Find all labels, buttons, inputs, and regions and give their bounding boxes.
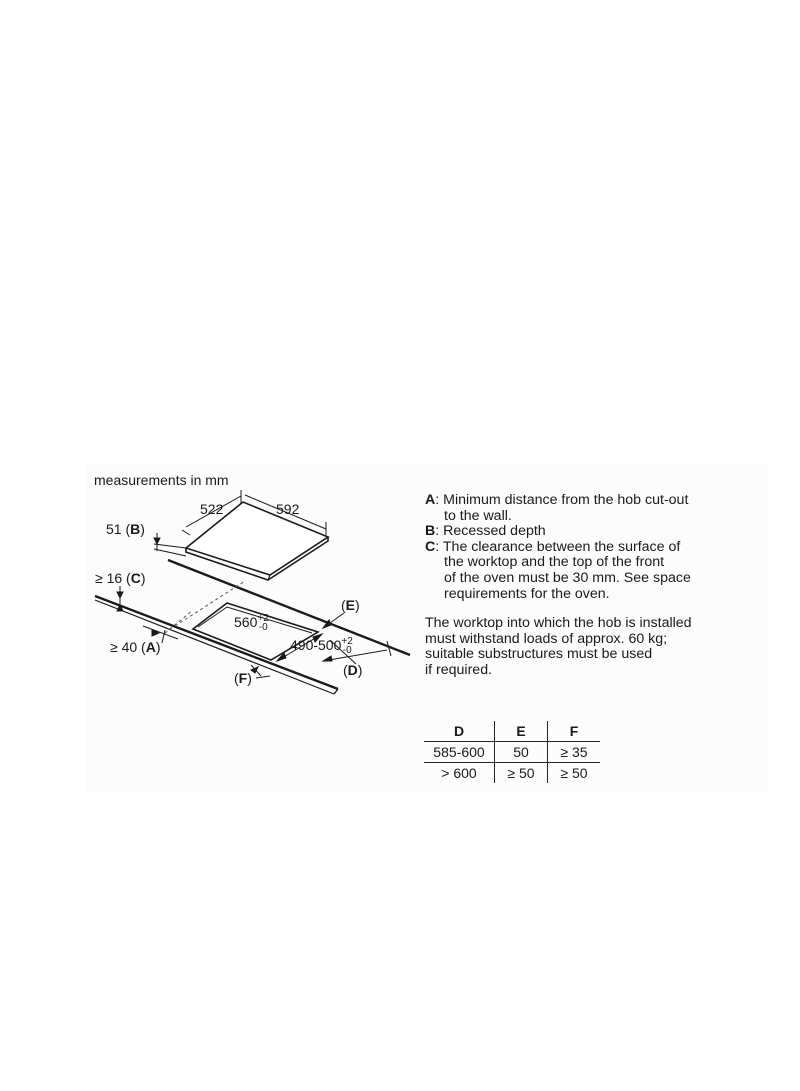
table-cell: ≥ 50	[560, 765, 588, 781]
note-line-4: if required.	[425, 661, 493, 678]
cutout-width-label: $560^{+2}$ -0	[234, 613, 269, 633]
legend-text-a-1: Minimum distance from the hob cut-out	[443, 492, 689, 508]
legend-key-a: A	[425, 492, 436, 508]
table-cell: 50	[495, 742, 548, 763]
note-line-1: The worktop into which the hob is installed	[425, 615, 692, 631]
table-row	[424, 763, 600, 784]
col-header-e: E	[495, 721, 548, 742]
dim-b-marker	[154, 533, 186, 556]
dim-b-label: 51 (B)	[106, 521, 145, 537]
worktop-side-edge	[334, 689, 338, 694]
table-header-row	[424, 721, 600, 742]
dim-f-marker	[251, 665, 270, 678]
load-note	[425, 616, 765, 678]
legend-text-c-3: of the oven must be 30 mm. See space	[444, 569, 691, 586]
legend-text-c-4: requirements for the oven.	[444, 585, 610, 602]
dim-f-label: (F)	[234, 670, 252, 686]
legend-item-c: C: The clearance between the surface of the worktop and the top of the front of the oven must be 30 mm. See space requirements for the oven.	[425, 540, 765, 602]
table-cell: 585-600	[424, 742, 495, 763]
col-header-d: D	[424, 721, 495, 742]
table-cell: ≥ 50	[495, 763, 548, 784]
legend	[425, 493, 765, 602]
table-row	[424, 742, 600, 763]
units-note: measurements in mm	[94, 472, 229, 488]
legend-key-b: B	[425, 523, 436, 540]
table-cell: ≥ 35	[548, 742, 601, 763]
dim-d-label: (D)	[343, 662, 363, 678]
legend-item-b: B: Recessed depth	[425, 523, 546, 540]
note-line-2: must withstand loads of approx. 60 kg;	[425, 630, 668, 647]
dim-width-label: 522	[200, 501, 224, 517]
legend-text-c-1: The clearance between the surface of	[442, 538, 681, 555]
table-cell: > 600	[441, 765, 477, 781]
note-line-3: suitable substructures must be used	[425, 646, 653, 663]
legend-text-a-2: to the wall.	[444, 507, 512, 524]
dim-depth-label: 592	[276, 501, 300, 517]
dim-e-label: (E)	[341, 597, 360, 613]
dim-c-label: ≥ 16 (C)	[95, 570, 146, 586]
worktop-back-edge	[168, 560, 410, 655]
legend-item-a: A: Minimum distance from the hob cut-out to the wall.	[425, 493, 765, 524]
col-header-f: F	[548, 721, 601, 742]
dim-522-ext-left	[182, 530, 190, 535]
projection-lines	[165, 581, 245, 633]
cutout-depth-label: $490-500^{+2}$ -0	[290, 636, 353, 656]
clearance-table	[424, 721, 600, 783]
legend-text-c-2: the worktop and the top of the front	[444, 554, 665, 571]
legend-text-b-1: Recessed depth	[443, 523, 546, 540]
dim-a-label: ≥ 40 (A)	[110, 639, 161, 655]
legend-key-c: C	[425, 538, 436, 555]
